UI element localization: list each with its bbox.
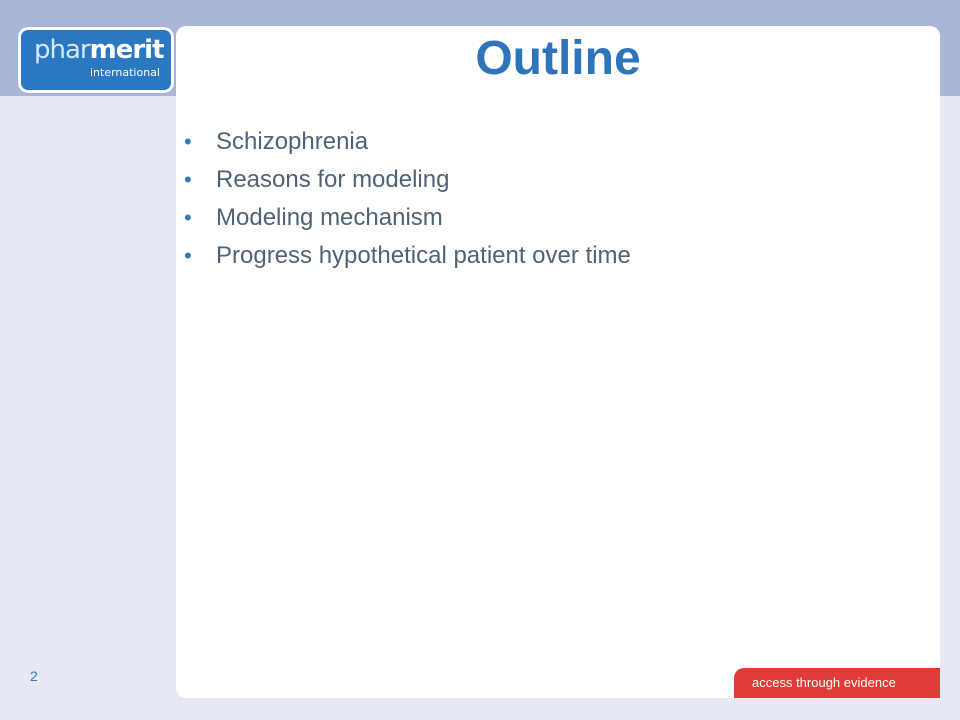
bullet-dot-icon: •: [184, 243, 192, 268]
logo-wordmark: [34, 35, 164, 65]
page-number: 2: [30, 668, 38, 684]
bullet-text: Reasons for modeling: [216, 166, 450, 193]
bullet-dot-icon: •: [184, 129, 192, 154]
bullet-item: [184, 239, 631, 277]
bullet-item: [184, 125, 631, 163]
pharmerit-logo: [18, 27, 174, 93]
bullet-item: [184, 201, 631, 239]
bullet-dot-icon: •: [184, 205, 192, 230]
tagline-banner: [734, 668, 940, 698]
bullet-text: Modeling mechanism: [216, 204, 443, 231]
logo-wordmark-bold: merit: [89, 35, 164, 65]
bullet-list: [184, 125, 631, 277]
bullet-text: Schizophrenia: [216, 128, 369, 155]
bullet-item: [184, 163, 631, 201]
logo-wordmark-prefix: phar: [34, 35, 90, 65]
tagline-text: access through evidence: [752, 675, 896, 690]
bullet-dot-icon: •: [184, 167, 192, 192]
logo-subtitle: international: [89, 66, 160, 79]
bullet-text: Progress hypothetical patient over time: [216, 242, 631, 269]
slide-title: Outline: [475, 32, 641, 85]
